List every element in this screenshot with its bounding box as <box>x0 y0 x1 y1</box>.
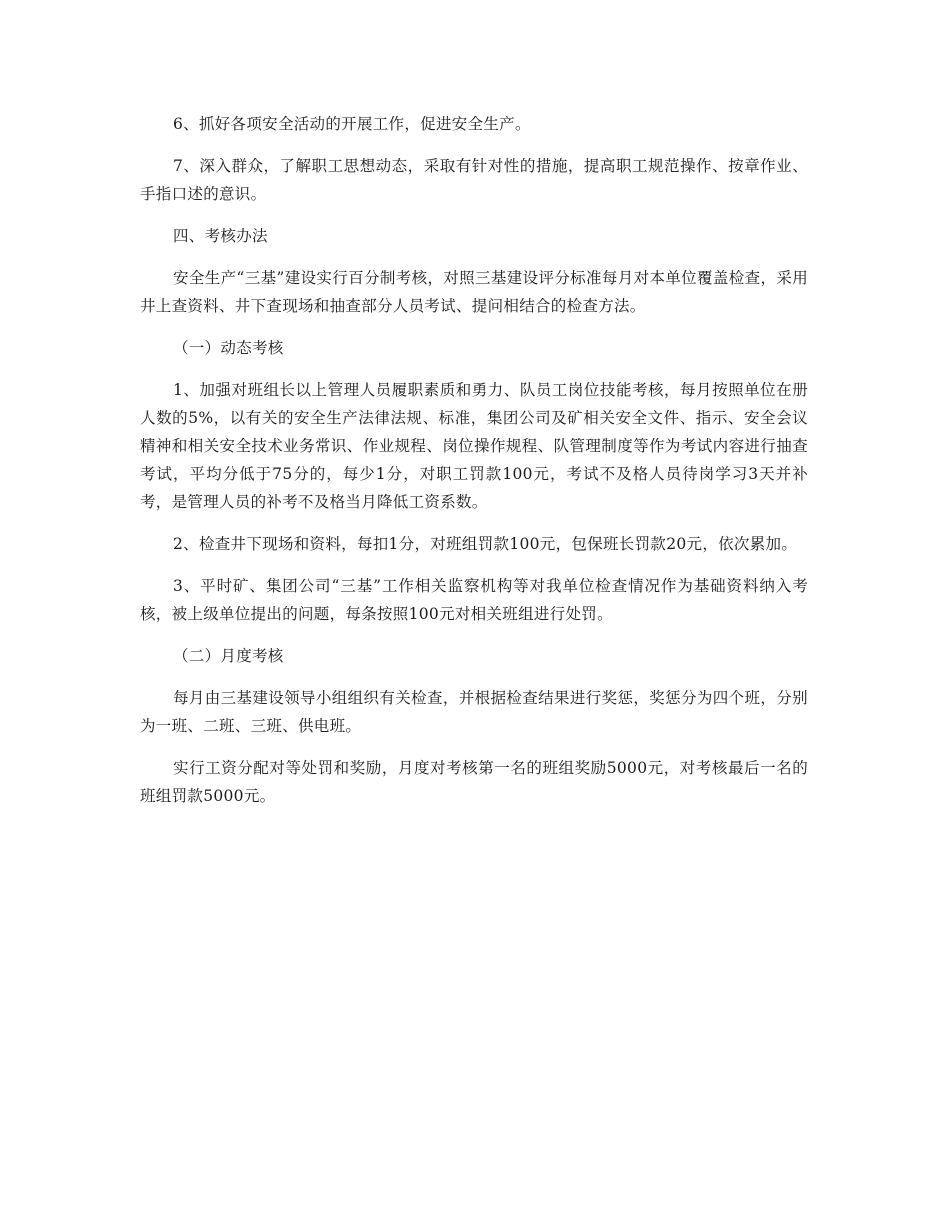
document-page <box>140 110 808 824</box>
paragraph-dynamic-3: 3、平时矿、集团公司“三基”工作相关监察机构等对我单位检查情况作为基础资料纳入考核，被上级单位提出的问题，每条按照100元对相关班组进行处罚。 <box>140 577 808 623</box>
paragraph-item-7: 7、深入群众，了解职工思想动态，采取有针对性的措施，提高职工规范操作、按章作业、手指口述的意识。 <box>140 157 808 203</box>
paragraph-assessment-intro: 安全生产“三基”建设实行百分制考核，对照三基建设评分标准每月对本单位覆盖检查，采用井上查资料、井下查现场和抽查部分人员考试、提问相结合的检查方法。 <box>140 269 808 315</box>
sub-heading-dynamic: （一）动态考核 <box>173 339 284 357</box>
paragraph-dynamic-1: 1、加强对班组长以上管理人员履职素质和勇力、队员工岗位技能考核，每月按照单位在册人数的5%，以有关的安全生产法律法规、标准，集团公司及矿相关安全文件、指示、安全会议精神和相关安全技术业务常识、作业规程、岗位操作规程、队管理制度等作为考试内容进行抽查考试，平均分低于75分的，每少1分，对职工罚款100元，考试不及格人员待岗学习3天并补考，是管理人员的补考不及格当月降低工资系数。 <box>140 381 808 511</box>
section-heading-assessment: 四、考核办法 <box>173 227 268 245</box>
sub-heading-monthly: （二）月度考核 <box>173 647 284 665</box>
paragraph-monthly-2: 实行工资分配对等处罚和奖励，月度对考核第一名的班组奖励5000元，对考核最后一名的班组罚款5000元。 <box>140 759 808 805</box>
paragraph-dynamic-2: 2、检查井下现场和资料，每扣1分，对班组罚款100元，包保班长罚款20元，依次累加。 <box>173 535 798 553</box>
paragraph-item-6: 6、抓好各项安全活动的开展工作，促进安全生产。 <box>173 115 531 133</box>
paragraph-monthly-1: 每月由三基建设领导小组组织有关检查，并根据检查结果进行奖惩，奖惩分为四个班，分别为一班、二班、三班、供电班。 <box>140 689 808 735</box>
